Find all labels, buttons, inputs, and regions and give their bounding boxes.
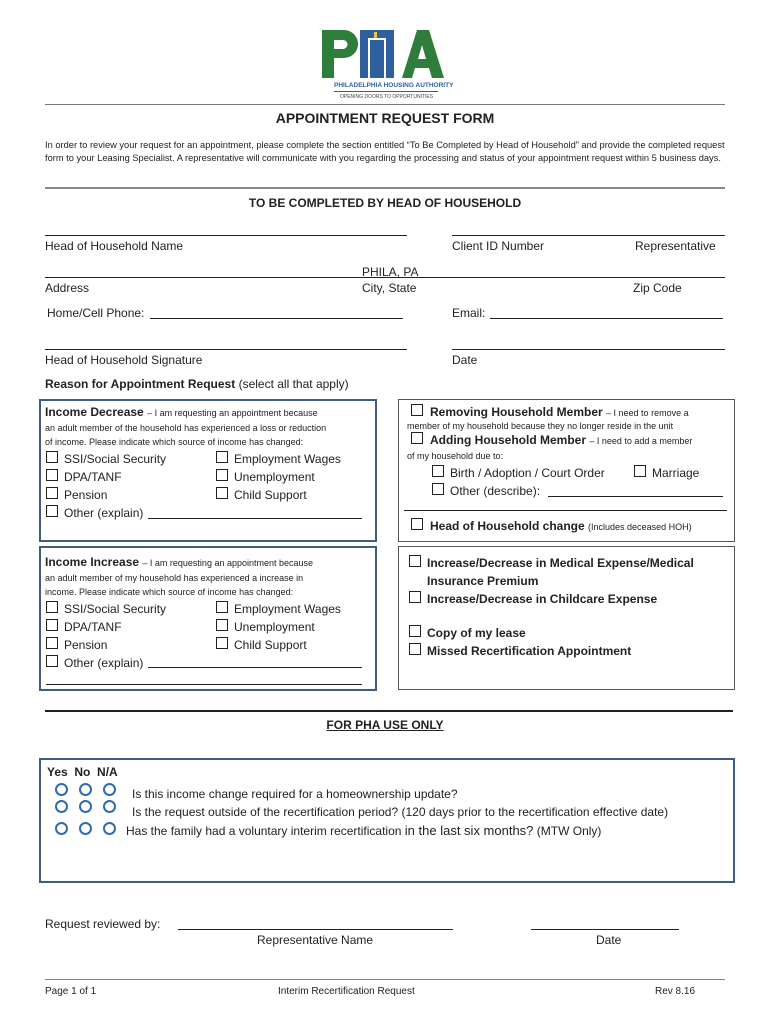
review-rep-line[interactable] [178,929,453,930]
q3-yes-radio[interactable] [55,822,68,835]
q2-na-radio[interactable] [103,800,116,813]
logo-tagline: OPENING DOORS TO OPPORTUNITIES [340,94,434,100]
remove-member-heading: Removing Household Member [430,405,603,419]
q3-label-c: (MTW Only) [536,824,602,838]
footer-rev: Rev 8.16 [655,986,696,997]
phone-field[interactable] [150,318,403,319]
inc-dpa-checkbox[interactable] [46,619,58,631]
inc-child-checkbox[interactable] [216,637,228,649]
client-id-line [452,235,725,236]
marriage-label: Marriage [652,466,700,480]
q3-no-radio[interactable] [79,822,92,835]
other-describe-label: Other (describe): [450,484,541,498]
client-id-label: Client ID Number [452,239,545,253]
add-member-checkbox[interactable] [411,432,423,444]
city-state-value[interactable]: PHILA, PA [362,265,419,279]
inc-other-checkbox[interactable] [46,655,58,667]
income-decrease-desc1: – I am requesting an appointment because [147,408,318,418]
medical-label-2: Insurance Premium [427,574,539,588]
footer-doc: Interim Recertification Request [278,986,415,997]
lease-checkbox[interactable] [409,625,421,637]
inc-pension-checkbox[interactable] [46,637,58,649]
address-line [45,277,725,278]
dec-other-line[interactable] [148,518,362,519]
email-label: Email: [452,306,486,320]
q2-yes-radio[interactable] [55,800,68,813]
dec-child-checkbox[interactable] [216,487,228,499]
add-member-desc2: of my household due to: [407,451,504,461]
hoh-name-label: Head of Household Name [45,239,184,253]
income-increase-desc2: an adult member of my household has experienced a increase in [45,573,304,583]
medical-label-1: Increase/Decrease in Medical Expense/Medical [427,556,694,570]
pha-logo [320,28,452,104]
date-label: Date [452,353,478,367]
dec-ssi-label: SSI/Social Security [64,452,167,466]
hoh-change-note: (Includes deceased HOH) [588,522,692,532]
household-divider [404,510,727,511]
q3-label [126,823,601,838]
marriage-checkbox[interactable] [634,465,646,477]
q3-label-a: Has the family had a voluntary interim recertification [126,824,402,838]
dec-dpa-checkbox[interactable] [46,469,58,481]
header-rule [45,104,725,105]
pha-use-cols: Yes No N/A [47,765,118,779]
inc-other-line-2[interactable] [46,684,362,685]
q3-label-b: in the last six months? [404,823,534,838]
income-decrease-title [45,405,318,419]
pha-rule [45,710,733,712]
dec-wages-checkbox[interactable] [216,451,228,463]
remove-member-desc2: member of my household because they no longer reside in the unit [407,421,674,431]
section-hoh-heading: TO BE COMPLETED BY HEAD OF HOUSEHOLD [248,196,522,210]
inc-dpa-label: DPA/TANF [64,620,122,634]
inc-unemp-label: Unemployment [234,620,315,634]
review-label: Request reviewed by: [45,917,161,931]
missed-checkbox[interactable] [409,643,421,655]
intro-text: In order to review your request for an appointment, please complete the section entitled “To Be Completed by Head of Household” and provide the completed request form to your Leasing Specialist. A representative will communicate with you regarding the processing and status of your appointment request within 5 business days. [45,140,725,163]
signature-label: Head of Household Signature [45,353,203,367]
add-member-heading: Adding Household Member [430,433,586,447]
dec-unemp-checkbox[interactable] [216,469,228,481]
q1-yes-radio[interactable] [55,783,68,796]
dec-dpa-label: DPA/TANF [64,470,122,484]
inc-other-label: Other (explain) [64,656,144,670]
footer-page: Page 1 of 1 [45,986,97,997]
income-increase-title [45,555,313,569]
inc-unemp-checkbox[interactable] [216,619,228,631]
logo-name: PHILADELPHIA HOUSING AUTHORITY [334,82,454,89]
inc-ssi-checkbox[interactable] [46,601,58,613]
inc-child-label: Child Support [234,638,307,652]
q3-na-radio[interactable] [103,822,116,835]
hoh-name-line [45,235,407,236]
q2-no-radio[interactable] [79,800,92,813]
reason-hint: (select all that apply) [238,377,349,391]
date-line [452,349,725,350]
income-decrease-desc3: of income. Please indicate which source of income has changed: [45,437,304,447]
review-date-line[interactable] [531,929,679,930]
logo-divider [334,91,438,92]
zip-label: Zip Code [633,281,682,295]
remove-member-title [430,405,689,419]
income-decrease-heading: Income Decrease [45,405,144,419]
inc-other-line[interactable] [148,667,362,668]
medical-checkbox[interactable] [409,555,421,567]
lease-label: Copy of my lease [427,626,526,640]
hoh-change-checkbox[interactable] [411,518,423,530]
footer-rule [45,979,725,980]
phone-label: Home/Cell Phone: [47,306,145,320]
q1-na-radio[interactable] [103,783,116,796]
dec-wages-label: Employment Wages [234,452,341,466]
birth-label: Birth / Adoption / Court Order [450,466,605,480]
dec-pension-checkbox[interactable] [46,487,58,499]
income-increase-heading: Income Increase [45,555,140,569]
review-rep-label: Representative Name [257,933,374,947]
pha-use-heading: FOR PHA USE ONLY [326,718,444,732]
dec-other-label: Other (explain) [64,506,144,520]
childcare-label: Increase/Decrease in Childcare Expense [427,592,658,606]
review-date-label: Date [596,933,622,947]
inc-ssi-label: SSI/Social Security [64,602,167,616]
dec-pension-label: Pension [64,488,108,502]
q2-label: Is the request outside of the recertification period? (120 days prior to the recertification effective date) [132,805,669,819]
signature-line [45,349,407,350]
birth-checkbox[interactable] [432,465,444,477]
inc-pension-label: Pension [64,638,108,652]
dec-child-label: Child Support [234,488,307,502]
income-increase-desc1: – I am requesting an appointment because [142,558,314,568]
q1-label: Is this income change required for a homeownership update? [132,787,458,801]
remove-member-checkbox[interactable] [411,404,423,416]
hoh-change-heading: Head of Household change [430,519,585,533]
section-rule-top [45,187,725,189]
reason-label: Reason for Appointment Request [45,377,236,391]
dec-unemp-label: Unemployment [234,470,315,484]
missed-label: Missed Recertification Appointment [427,644,632,658]
email-field[interactable] [490,318,723,319]
income-increase-desc3: income. Please indicate which source of income has changed: [45,587,294,597]
other-describe-line[interactable] [548,496,723,497]
pha-use-box [39,758,735,883]
q1-no-radio[interactable] [79,783,92,796]
representative-label: Representative [635,239,716,253]
pha-logo-graphic [320,28,452,104]
income-decrease-desc2: an adult member of the household has experienced a loss or reduction [45,423,327,433]
hoh-change-title [430,519,692,533]
address-label: Address [45,281,90,295]
other-describe-checkbox[interactable] [432,483,444,495]
remove-member-desc1: – I need to remove a [606,408,689,418]
childcare-checkbox[interactable] [409,591,421,603]
city-state-label: City, State [362,281,417,295]
dec-other-checkbox[interactable] [46,505,58,517]
dec-ssi-checkbox[interactable] [46,451,58,463]
inc-wages-checkbox[interactable] [216,601,228,613]
inc-wages-label: Employment Wages [234,602,341,616]
add-member-title [430,433,692,447]
page-title: APPOINTMENT REQUEST FORM [275,110,495,126]
add-member-desc1: – I need to add a member [589,436,693,446]
reason-heading [45,377,349,391]
